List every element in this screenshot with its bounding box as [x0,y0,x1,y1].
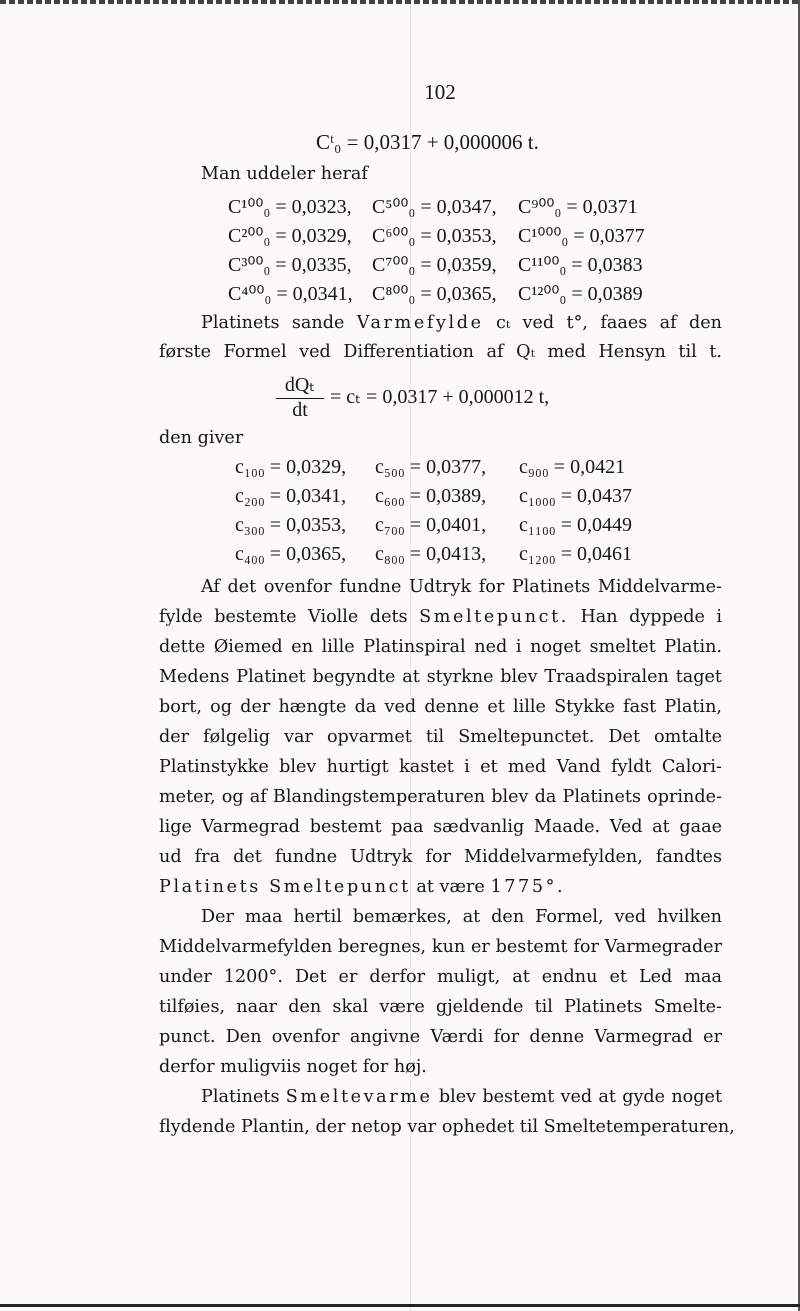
paragraph-line: punct. Den ovenfor angivne Værdi for denne Varmegrad er [159,1027,722,1047]
table-cell: C⁵⁰⁰₀ = 0,0347, [372,196,497,218]
table-cell: c₃₀₀ = 0,0353, [235,514,347,536]
table-row [228,223,668,251]
table-cell: C¹⁰⁰₀ = 0,0323, [228,196,352,218]
bottom-border [0,1304,800,1307]
table-row [235,456,675,484]
paragraph-line: Der maa hertil bemærkes, at den Formel, ved hvilken [201,907,722,927]
paragraph-line: bort, og der hængte da ved denne et lille Stykke fast Platin, [159,697,722,717]
mean-heat-formula: Cᵗ₀ = 0,0317 + 0,000006 t. [316,130,539,154]
paragraph-line: tilføies, naar den skal være gjeldende til Platinets Smelte- [159,997,722,1017]
table-cell: C⁶⁰⁰₀ = 0,0353, [372,225,497,247]
table-cell: c₆₀₀ = 0,0389, [375,485,487,507]
table-cell: C¹¹⁰⁰₀ = 0,0383 [518,254,643,276]
fraction-numerator: dQₜ [276,372,324,399]
table-cell: c₁₀₀₀ = 0,0437 [519,485,633,507]
paragraph-line: Middelvarmefylden beregnes, kun er bestemt for Varmegrader [159,937,722,957]
table-row [228,281,668,309]
table-cell: C⁷⁰⁰₀ = 0,0359, [372,254,497,276]
table-cell: C⁴⁰⁰₀ = 0,0341, [228,283,353,305]
derivative-fraction [276,372,324,422]
table-row [235,485,675,513]
table-cell: c₄₀₀ = 0,0365, [235,543,347,565]
table-cell: c₁₂₀₀ = 0,0461 [519,543,633,565]
paragraph-line: Af det ovenfor fundne Udtryk for Platinets Middelvarme- [201,577,722,597]
derivative-rhs: = cₜ = 0,0317 + 0,000012 t, [330,386,550,408]
paragraph-line: Platinets sande Varmefylde cₜ ved t°, faaes af den [201,313,723,333]
paragraph-line: der følgelig var opvarmet til Smeltepunctet. Det omtalte [159,727,722,747]
table-cell: C⁸⁰⁰₀ = 0,0365, [372,283,497,305]
top-border [0,0,800,4]
gives-line: den giver [159,428,244,448]
paragraph-line: Platinstykke blev hurtigt kastet i et med Vand fyldt Calori- [159,757,722,777]
table-cell: c₁₁₀₀ = 0,0449 [519,514,633,536]
paragraph-line: flydende Plantin, der netop var ophedet til Smeltetemperaturen, [159,1117,735,1137]
intro-line: Man uddeler heraf [201,164,368,184]
table-cell: C⁹⁰⁰₀ = 0,0371 [518,196,638,218]
page-number: 102 [424,80,456,104]
table-row [228,252,668,280]
table-cell: c₁₀₀ = 0,0329, [235,456,347,478]
table-cell: C¹⁰⁰⁰₀ = 0,0377 [518,225,645,247]
table-cell: c₅₀₀ = 0,0377, [375,456,487,478]
table-cell: c₉₀₀ = 0,0421 [519,456,626,478]
paragraph-line: dette Øiemed en lille Platinspiral ned i noget smeltet Platin. [159,637,722,657]
table-row [235,514,675,542]
paragraph-line: lige Varmegrad bestemt paa sædvanlig Maade. Ved at gaae [159,817,722,837]
paragraph-line: første Formel ved Differentiation af Qₜ med Hensyn til t. [159,342,722,362]
paragraph-line: Platinets Smeltepunct at være 1775°. [159,877,566,897]
fraction-denominator: dt [292,399,308,421]
paragraph-line: meter, og af Blandingstemperaturen blev da Platinets oprinde- [159,787,722,807]
table-row [228,194,668,222]
table-cell: C²⁰⁰₀ = 0,0329, [228,225,352,247]
table-row [235,543,675,571]
paragraph-line: under 1200°. Det er derfor muligt, at endnu et Led maa [159,967,722,987]
paragraph-line: ud fra det fundne Udtryk for Middelvarmefylden, fandtes [159,847,722,867]
table-cell: c₇₀₀ = 0,0401, [375,514,487,536]
table-cell: C³⁰⁰₀ = 0,0335, [228,254,352,276]
table-cell: C¹²⁰⁰₀ = 0,0389 [518,283,643,305]
paragraph-line: Platinets Smeltevarme blev bestemt ved at gyde noget [201,1087,723,1107]
paragraph-line: derfor muligviis noget for høj. [159,1057,427,1077]
paragraph-line: Medens Platinet begyndte at styrkne blev Traadspiralen taget [159,667,722,687]
table-cell: c₈₀₀ = 0,0413, [375,543,487,565]
paragraph-line: fylde bestemte Violle dets Smeltepunct. Han dyppede i [159,607,723,627]
table-cell: c₂₀₀ = 0,0341, [235,485,347,507]
